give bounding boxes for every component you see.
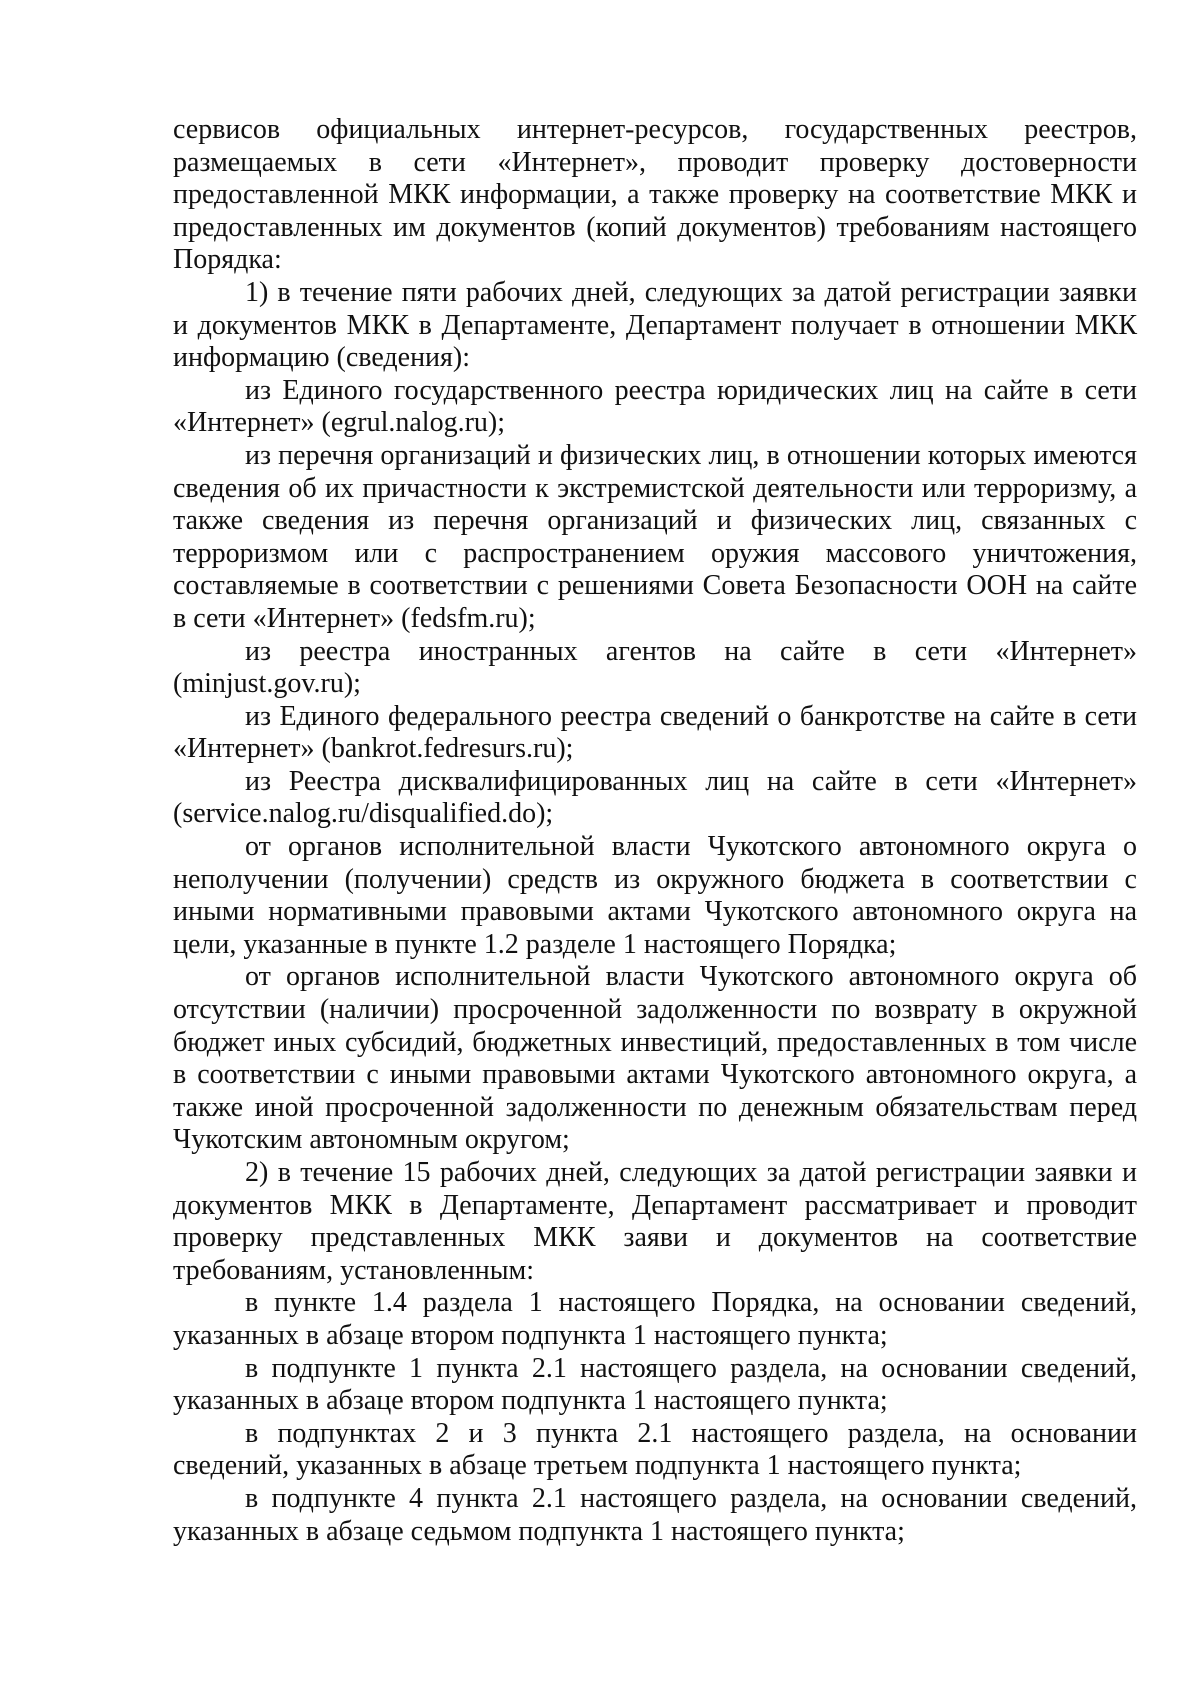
paragraph-subclause-4: в подпункте 4 пункта 2.1 настоящего раздела, на основании сведений, указанных в абзаце седьмом подпункта 1 настоящего пункта; [173,1482,1137,1547]
paragraph-clause-1-4: в пункте 1.4 раздела 1 настоящего Порядка, на основании сведений, указанных в абзаце втором подпункта 1 настоящего пункта; [173,1287,1137,1351]
paragraph-foreign-agents: из реестра иностранных агентов на сайте в сети «Интернет» (minjust.gov.ru); [173,635,1137,700]
document-page [173,114,1137,1548]
paragraph-egrul: из Единого государственного реестра юридических лиц на сайте в сети «Интернет» (egrul.nalog.ru); [173,374,1137,439]
paragraph-subclause-1: в подпункте 1 пункта 2.1 настоящего раздела, на основании сведений, указанных в абзаце втором подпункта 1 настоящего пункта; [173,1352,1137,1417]
paragraph-bankruptcy: из Единого федерального реестра сведений о банкротстве на сайте в сети «Интернет» (bankrot.fedresurs.ru); [173,700,1137,765]
paragraph-subitem-1: 1) в течение пяти рабочих дней, следующих за датой регистрации заявки и документов МКК в Департаменте, Департамент получает в отношении МКК информацию (сведения): [173,276,1137,374]
paragraph-fedsfm: из перечня организаций и физических лиц, в отношении которых имеются сведения об их причастности к экстремистской деятельности или терроризму, а также сведения из перечня организаций и физических лиц, связанных с терроризмом или с распространением оружия массового уничтожения, составляемые в соответствии с решениями Совета Безопасности ООН на сайте в сети «Интернет» (fedsfm.ru); [173,439,1137,634]
paragraph-budget-funds: от органов исполнительной власти Чукотского автономного округа о неполучении (получении) средств из окружного бюджета в соответствии с иными нормативными правовыми актами Чукотского автономного округа на цели, указанные в пункте 1.2 разделе 1 настоящего Порядка; [173,831,1137,960]
paragraph-disqualified: из Реестра дисквалифицированных лиц на сайте в сети «Интернет» (service.nalog.ru/disqualified.do); [173,765,1137,830]
paragraph-subitem-2: 2) в течение 15 рабочих дней, следующих за датой регистрации заявки и документов МКК в Департаменте, Департамент рассматривает и проводит проверку представленных МКК заяви и документов на соответствие требованиям, установленным: [173,1157,1137,1286]
paragraph-debt: от органов исполнительной власти Чукотского автономного округа об отсутствии (наличии) просроченной задолженности по возврату в окружной бюджет иных субсидий, бюджетных инвестиций, предоставленных в том числе в соответствии с иными правовыми актами Чукотского автономного округа, а также иной просроченной задолженности по денежным обязательствам перед Чукотским автономным округом; [173,961,1137,1156]
paragraph-subclauses-2-3: в подпунктах 2 и 3 пункта 2.1 настоящего раздела, на основании сведений, указанных в абзаце третьем подпункта 1 настоящего пункта; [173,1417,1137,1482]
paragraph-continuation: сервисов официальных интернет-ресурсов, государственных реестров, размещаемых в сети «Интернет», проводит проверку достоверности предоставленной МКК информации, а также проверку на соответствие МКК и предоставленных им документов (копий документов) требованиям настоящего Порядка: [173,114,1137,276]
